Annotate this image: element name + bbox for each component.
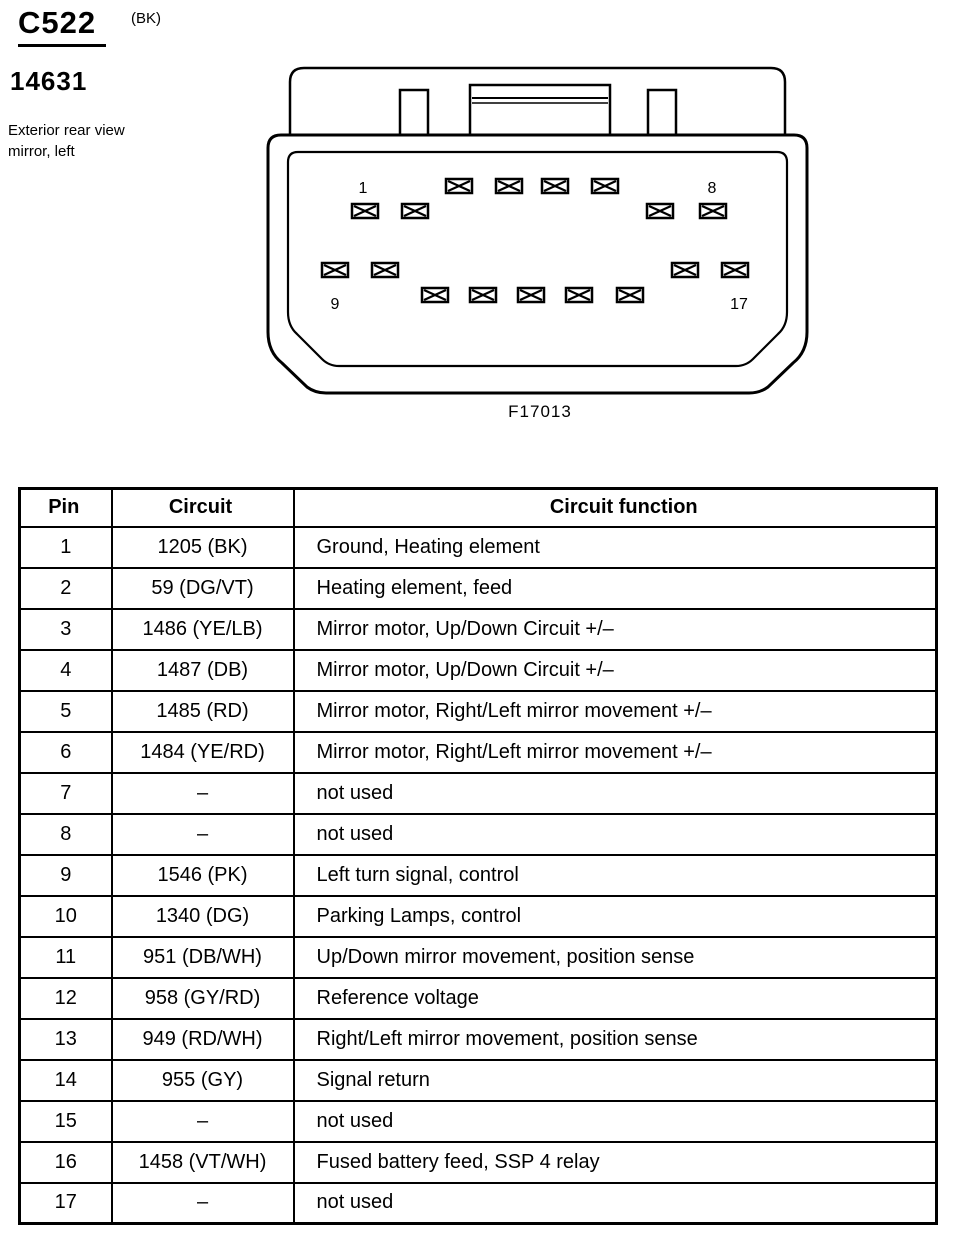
circuit-cell: 1205 (BK) (112, 527, 294, 568)
pin-cell: 14 (20, 1060, 112, 1101)
connector-color-code: (BK) (131, 10, 161, 27)
function-cell: Heating element, feed (294, 568, 937, 609)
function-cell: Fused battery feed, SSP 4 relay (294, 1142, 937, 1183)
pin-column-header: Pin (20, 489, 112, 527)
pin-table-body (20, 527, 937, 1224)
pin-cell: 2 (20, 568, 112, 609)
function-column-header: Circuit function (294, 489, 937, 527)
table-row (20, 609, 937, 650)
function-cell: Mirror motor, Right/Left mirror movement +/– (294, 691, 937, 732)
pin-cell: 13 (20, 1019, 112, 1060)
table-row (20, 1142, 937, 1183)
function-cell: Signal return (294, 1060, 937, 1101)
pin-cell: 9 (20, 855, 112, 896)
pin-cell: 15 (20, 1101, 112, 1142)
connector-drawing (260, 60, 820, 400)
mount-slot-left-icon (400, 90, 428, 135)
description-line-1: Exterior rear view (8, 122, 125, 139)
table-row (20, 855, 937, 896)
table-row (20, 773, 937, 814)
pin-cell: 1 (20, 527, 112, 568)
table-row (20, 691, 937, 732)
pin-row-1-contacts (352, 179, 726, 218)
circuit-cell: 1458 (VT/WH) (112, 1142, 294, 1183)
function-cell: Up/Down mirror movement, position sense (294, 937, 937, 978)
circuit-cell: 1487 (DB) (112, 650, 294, 691)
pin-cell: 4 (20, 650, 112, 691)
circuit-cell: 1484 (YE/RD) (112, 732, 294, 773)
pin-contact-icon (542, 179, 568, 193)
function-cell: Right/Left mirror movement, position sense (294, 1019, 937, 1060)
pin-cell: 17 (20, 1183, 112, 1224)
function-cell: Reference voltage (294, 978, 937, 1019)
pin-contact-icon (422, 288, 448, 302)
pin-contact-icon (496, 179, 522, 193)
pin-cell: 8 (20, 814, 112, 855)
circuit-cell: – (112, 1183, 294, 1224)
table-row (20, 732, 937, 773)
circuit-cell: – (112, 814, 294, 855)
circuit-cell: 59 (DG/VT) (112, 568, 294, 609)
circuit-cell: 949 (RD/WH) (112, 1019, 294, 1060)
table-row (20, 650, 937, 691)
circuit-cell: 958 (GY/RD) (112, 978, 294, 1019)
pin-contact-icon (566, 288, 592, 302)
latch (470, 85, 610, 135)
pin-contact-icon (700, 204, 726, 218)
pin-contact-icon (647, 204, 673, 218)
connector-description (8, 120, 125, 162)
pin-cell: 3 (20, 609, 112, 650)
pin-contact-icon (446, 179, 472, 193)
pin-label-17: 17 (730, 296, 748, 313)
table-row (20, 1060, 937, 1101)
table-row (20, 937, 937, 978)
pin-cell: 6 (20, 732, 112, 773)
table-row (20, 978, 937, 1019)
pin-cell: 12 (20, 978, 112, 1019)
connector-id: C522 (18, 5, 106, 47)
function-cell: Mirror motor, Up/Down Circuit +/– (294, 650, 937, 691)
function-cell: not used (294, 1101, 937, 1142)
pin-cell: 11 (20, 937, 112, 978)
pin-contact-icon (617, 288, 643, 302)
circuit-cell: 955 (GY) (112, 1060, 294, 1101)
pin-contact-icon (402, 204, 428, 218)
description-line-2: mirror, left (8, 143, 75, 160)
function-cell: Mirror motor, Up/Down Circuit +/– (294, 609, 937, 650)
circuit-column-header: Circuit (112, 489, 294, 527)
pin-contact-icon (322, 263, 348, 277)
pin-label-1: 1 (358, 180, 368, 197)
pin-contact-icon (722, 263, 748, 277)
table-row (20, 1019, 937, 1060)
table-row (20, 896, 937, 937)
circuit-cell: 1340 (DG) (112, 896, 294, 937)
circuit-cell: 1485 (RD) (112, 691, 294, 732)
pin-cell: 10 (20, 896, 112, 937)
pin-contact-icon (352, 204, 378, 218)
function-cell: Parking Lamps, control (294, 896, 937, 937)
table-row (20, 1183, 937, 1224)
table-header-row (20, 489, 937, 527)
table-row (20, 527, 937, 568)
pin-cell: 16 (20, 1142, 112, 1183)
circuit-cell: 1546 (PK) (112, 855, 294, 896)
circuit-cell: 951 (DB/WH) (112, 937, 294, 978)
pin-label-9: 9 (330, 296, 340, 313)
function-cell: Left turn signal, control (294, 855, 937, 896)
figure-caption: F17013 (508, 402, 572, 421)
pin-contact-icon (672, 263, 698, 277)
pin-contact-icon (372, 263, 398, 277)
pin-contact-icon (470, 288, 496, 302)
pin-table (18, 487, 938, 1225)
function-cell: not used (294, 814, 937, 855)
table-row (20, 814, 937, 855)
pin-cell: 7 (20, 773, 112, 814)
pin-contact-icon (518, 288, 544, 302)
circuit-cell: – (112, 773, 294, 814)
table-row (20, 1101, 937, 1142)
function-cell: not used (294, 773, 937, 814)
pin-cell: 5 (20, 691, 112, 732)
table-row (20, 568, 937, 609)
pin-contact-icon (592, 179, 618, 193)
part-number: 14631 (10, 66, 88, 96)
circuit-cell: 1486 (YE/LB) (112, 609, 294, 650)
function-cell: Ground, Heating element (294, 527, 937, 568)
mount-slot-right-icon (648, 90, 676, 135)
pin-label-8: 8 (707, 180, 717, 197)
pin-row-2-contacts (322, 263, 748, 302)
function-cell: not used (294, 1183, 937, 1224)
circuit-cell: – (112, 1101, 294, 1142)
function-cell: Mirror motor, Right/Left mirror movement +/– (294, 732, 937, 773)
